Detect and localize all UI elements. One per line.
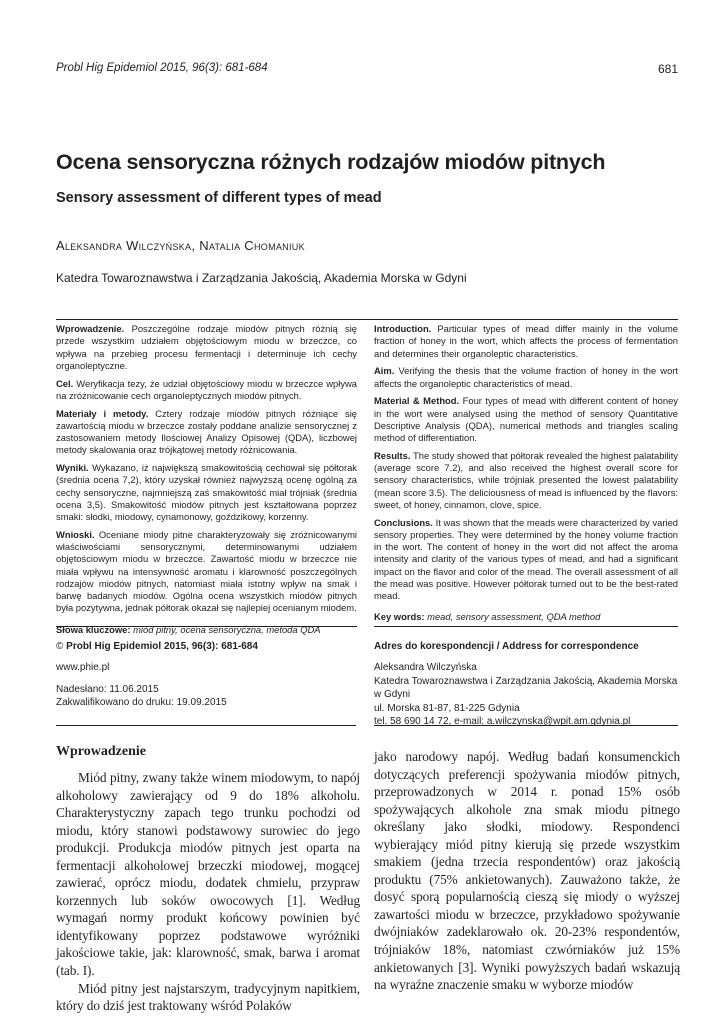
submitted-date: Nadesłano: 11.06.2015 [56,683,159,695]
article-title: Ocena sensoryczna różnych rodzajów miodów pitnych [56,150,606,174]
abstract-bottom-rule-right [374,626,678,627]
correspondence-address [374,640,678,728]
body-paragraph: Miód pitny, zwany także winem miodowym, to napój alkoholowy zawierający od 9 do 18% alkoholu. Charakterystyczny zapach tego trunku pochodzi od miodu, który stanowi podstawowy surowiec do jego produkcji. Produkcja miodów pitnych jest oparta na fermentacji alkoholowej brzeczki miodowej, mogącej zawierać, oprócz miodu, dodatek chmielu, przypraw korzennych lub soków owocowych [1]. Według wymagań normy produkt końcowy powinien być identyfikowany poprzez podstawowe wyróżniki jakościowe takie, jak: klarowność, smak, barwa i aromat (tab. I). [56,770,360,979]
publication-info [56,640,356,710]
article-title-english: Sensory assessment of different types of mead [56,190,382,206]
correspondence-street: ul. Morska 81-87, 81-225 Gdynia [374,702,520,714]
abstract-en-introduction: Introduction. Particular types of mead differ mainly in the volume fraction of honey in the wort, which affects the process of fermentation and determines their organoleptic characteristics. [374,323,678,359]
accepted-date: Zakwalifikowano do druku: 19.09.2015 [56,697,227,709]
info-rule-right [374,725,678,726]
correspondence-department: Katedra Towaroznawstwa i Zarządzania Jakością, Akademia Morska w Gdyni [374,675,678,701]
journal-citation: Probl Hig Epidemiol 2015, 96(3): 681-684 [56,62,268,74]
abstract-pl-aim: Cel. Weryfikacja tezy, że udział objętościowy miodu w brzeczce wpływa na zróżnicowanie cech organoleptycznych miodów pitnych. [56,377,357,401]
body-column-left [56,769,360,1015]
running-head [56,62,678,78]
abstract-pl-methods: Materiały i metody. Cztery rodzaje miodów pitnych różniące się zawartością miodu w brzeczce zostały poddane analizie sensorycznej z zastosowaniem metody Ilościowej Analizy Opisowej (QDA), liczbowej metody skalowania oraz trójkątowej metody różnicowania. [56,407,357,456]
abstract-english [374,323,678,629]
copyright-line: © Probl Hig Epidemiol 2015, 96(3): 681-684 [56,641,258,652]
correspondence-heading: Adres do korespondencji / Address for correspondence [374,641,639,652]
body-column-right [374,748,680,994]
correspondence-contact: tel. 58 690 14 72, e-mail: a.wilczynska@wpit.am.gdynia.pl [374,716,631,728]
abstract-pl-results: Wyniki. Wykazano, iż największą smakowitością cechował się półtorak (średnia ocena 7,2), który uzyskał również najwyższą ocenę ogólną za cechy sensoryczne, najmniejszą zaś smakowitość miał trójniak (średnia ocena 3,5). Smakowitość miodów pitnych jest kształtowana poprzez smaki: słodki, miodowy, cynamonowy, goździkowy, korzenny. [56,462,357,522]
abstract-polish [56,323,357,641]
abstract-en-results: Results. The study showed that półtorak revealed the highest palatability (average score 7.2), and also received the highest overall score for sensory characteristics, while trójniak presented the lowest palatability (mean score 3.5). The deliciousness of mead is influenced by the flavors: sweet, of honey, cinnamon, clove, spice. [374,449,678,510]
abstract-en-aim: Aim. Verifying the thesis that the volume fraction of honey in the wort affects the organoleptic characteristics of mead. [374,365,679,389]
correspondence-name: Aleksandra Wilczyńska [374,662,477,674]
abstract-pl-conclusions: Wnioski. Oceniane miody pitne charakteryzowały się zróżnicowanymi właściwościami sensorycznymi, determinowanymi udziałem objętościowym miodu w brzeczce. Zawartość miodu w brzeczce nie miała wpływu na intensywność aromatu i klarowność poszczególnych rodzajów miodów pitnych, natomiast miała istotny wpływ na smak i barwę badanych miodów. Ogólna ocena wszystkich miodów pitnych była pozytywna, jednak półtorak okazał się najlepiej ocenianym miodem. [56,528,358,614]
body-paragraph: Miód pitny jest najstarszym, tradycyjnym napitkiem, który do dziś jest traktowany wśród Polaków [56,980,360,1014]
website-link[interactable]: www.phie.pl [56,662,110,674]
section-heading: Wprowadzenie [56,744,146,759]
keywords-pl: Słowa kluczowe: miód pitny, ocena sensoryczna, metoda QDA [56,623,321,635]
page-number: 681 [657,62,678,76]
keywords-en: Key words: mead, sensory assessment, QDA method [374,611,601,623]
body-paragraph: jako narodowy napój. Według badań konsumenckich dotyczących preferencji spożywania miodów pitnych, przeprowadzonych w 2014 r. ponad 15% osób spożywających alkohole zna smak miodu pitnego określany jako słodki, miodowy. Respondenci wybierający miód pitny kierują się przede wszystkim smakiem (jedna trzecia respondentów) oraz jakością produktu (75% ankietowanych). Zauważono także, że dosyć sporą popularnością cieszą się miody o wyższej zawartości miodu w brzeczce, przykładowo spożywanie dwójniaków zadeklarowało ok. 20-23% respondentów, trójniaków 18%, natomiast czwórniaków już 15% ankietowanych [3]. Wyniki powyższych badań wskazują na wyraźne znaczenie smaku w wyborze miodów [374,749,680,993]
abstract-en-conclusions: Conclusions. It was shown that the meads were characterized by varied sensory properties. They were determined by the honey volume fraction in the wort. The content of honey in the wort did not affect the aroma intensity and clarity of the various types of mead, and had a significant impact on the flavor and color of the mead. The overall assessment of all the mead was positive. However półtorak turned out to be the best-rated mead. [374,516,678,601]
abstract-top-rule [56,319,678,320]
info-rule-left [56,725,356,726]
abstract-en-methods: Material & Method. Four types of mead with different content of honey in the wort were analysed using the method of sensory Quantitative Descriptive Analysis (QDA), numerical methods and triangles scaling method of differentiation. [374,395,678,443]
abstract-bottom-rule-left [56,626,357,627]
affiliation: Katedra Towaroznawstwa i Zarządzania Jakością, Akademia Morska w Gdyni [56,271,467,285]
authors: Aleksandra Wilczyńska, Natalia Chomaniuk [56,238,305,253]
abstract-section [56,319,679,635]
abstract-pl-introduction: Wprowadzenie. Poszczególne rodzaje miodów pitnych różnią się przede wszystkim udziałem objętościowym miodu w brzeczce, co wpływa na przebieg procesu fermentacji i determinuje ich cechy organoleptyczne. [56,323,357,371]
